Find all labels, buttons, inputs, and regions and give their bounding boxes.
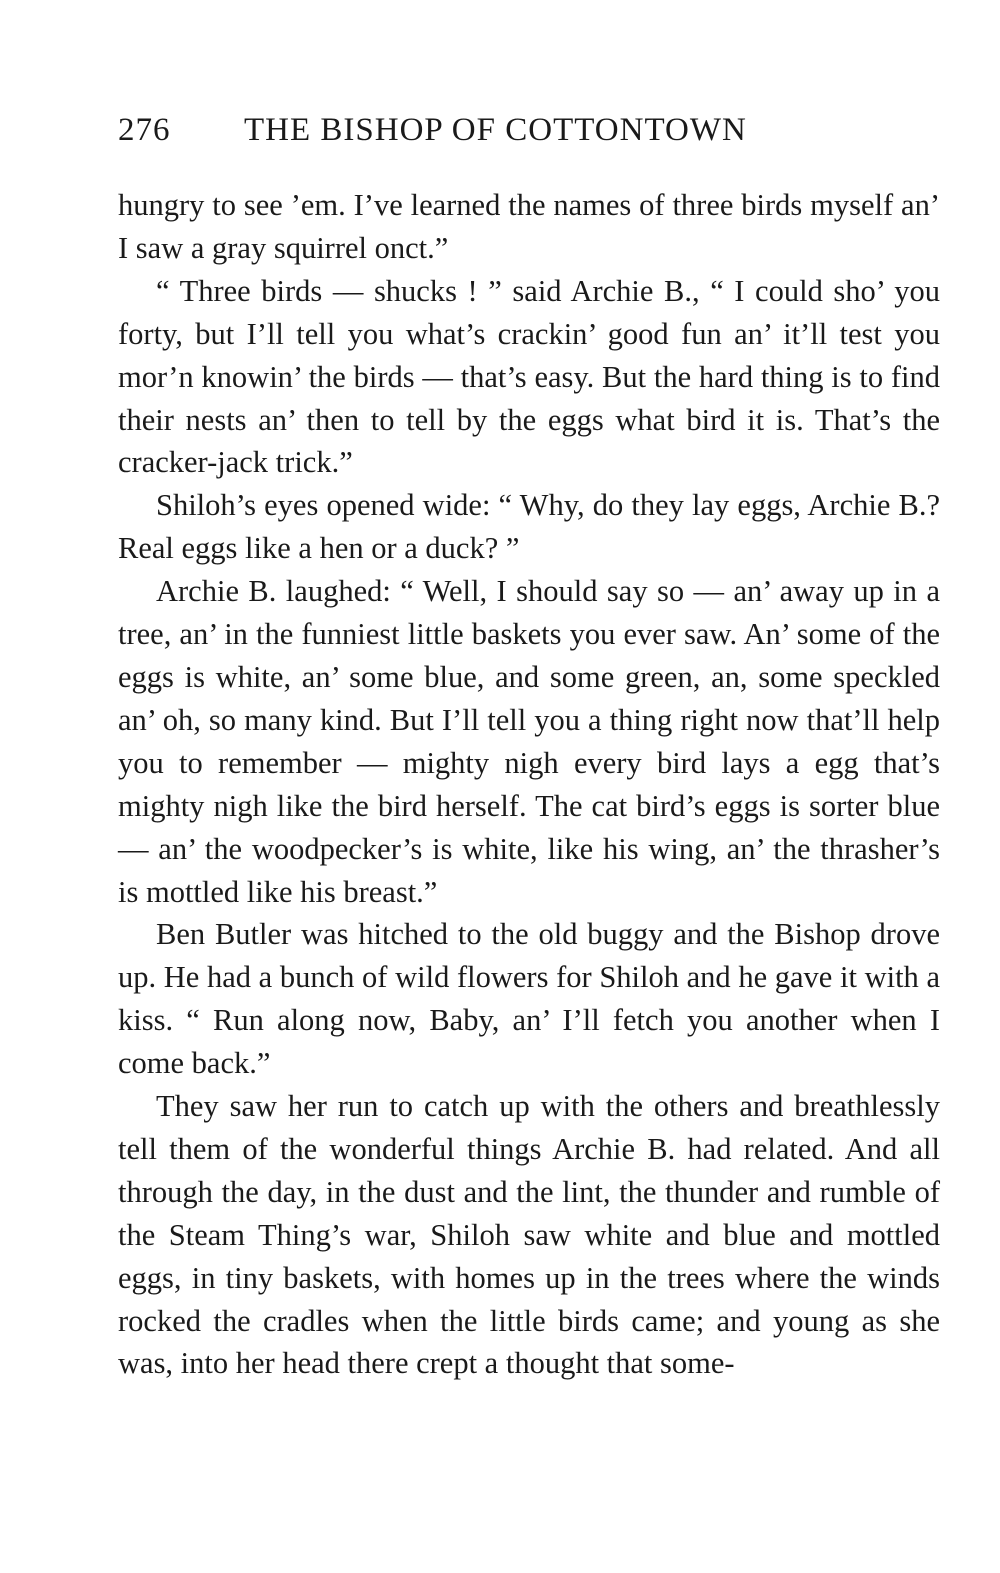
running-title: THE BISHOP OF COTTONTOWN — [244, 112, 747, 148]
book-page — [118, 112, 940, 1385]
paragraph: They saw her run to catch up with the others and breathlessly tell them of the wonderful things Archie B. had related. And all through the day, in the dust and the lint, the thunder and rumble of the Steam Thing’s war, Shiloh saw white and blue and mottled eggs, in tiny baskets, with homes up in the trees where the winds rocked the cradles when the little birds came; and young as she was, into her head there crept a thought that some- — [118, 1089, 940, 1381]
paragraph: Shiloh’s eyes opened wide: “ Why, do they lay eggs, Archie B.? Real eggs like a hen or a duck? ” — [118, 488, 940, 566]
running-head — [118, 112, 940, 162]
paragraph-continued: hungry to see ’em. I’ve learned the names of three birds myself an’ I saw a gray squirrel onct.” — [118, 188, 940, 265]
paragraph: Ben Butler was hitched to the old buggy and the Bishop drove up. He had a bunch of wild flowers for Shiloh and he gave it with a kiss. “ Run along now, Baby, an’ I’ll fetch you another when I come back.” — [118, 917, 940, 1081]
body-text — [118, 184, 940, 1385]
paragraph: Archie B. laughed: “ Well, I should say so — an’ away up in a tree, an’ in the funniest little baskets you ever saw. An’ some of the eggs is white, an’ some blue, and some green, an, some speckled an’ oh, so many kind. But I’ll tell you a thing right now that’ll help you to remember — mighty nigh every bird lays a egg that’s mighty nigh like the bird herself. The cat bird’s eggs is sorter blue — an’ the woodpecker’s is white, like his wing, an’ the thrasher’s is mottled like his breast.” — [118, 574, 940, 909]
paragraph: “ Three birds — shucks ! ” said Archie B., “ I could sho’ you forty, but I’ll tell you what’s crackin’ good fun an’ it’ll test you mor’n knowin’ the birds — that’s easy. But the hard thing is to find their nests an’ then to tell by the eggs what bird it is. That’s the cracker-jack trick.” — [118, 273, 940, 480]
page-number: 276 — [118, 112, 171, 148]
